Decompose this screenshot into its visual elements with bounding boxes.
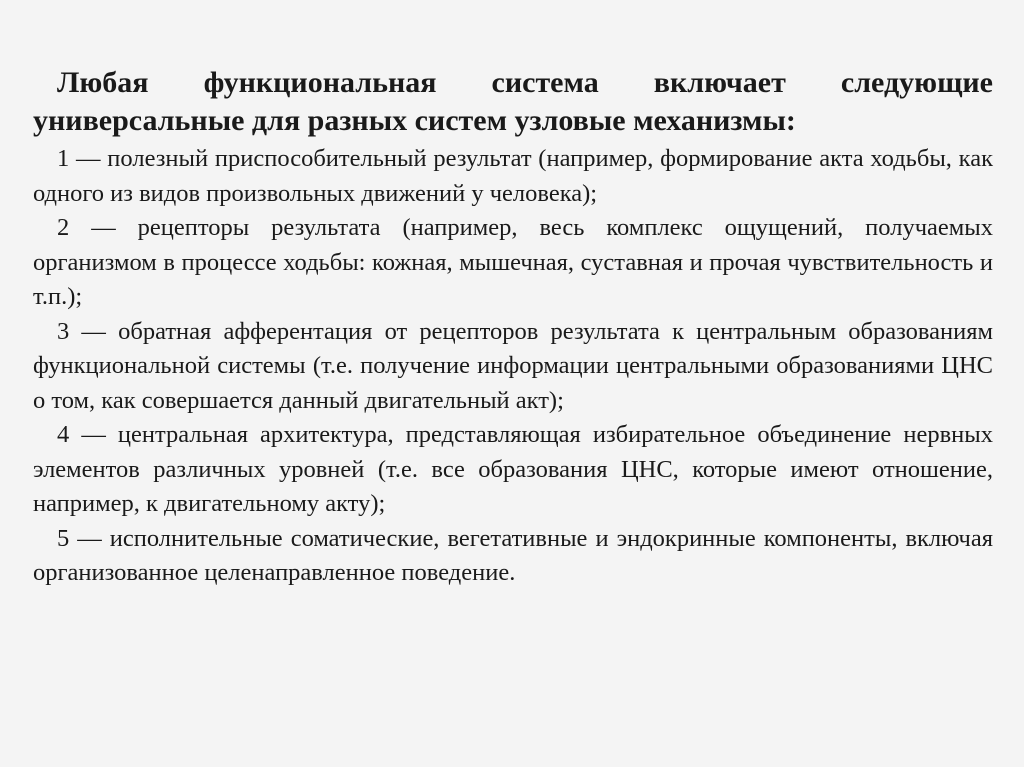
list-item-3: 3 — обратная афферентация от рецепторов результата к центральным образованиям функциональной системы (т.е. получение информации центральными образованиями ЦНС о том, как совершается данный двигательный акт);	[33, 317, 993, 414]
list-item-2: 2 — рецепторы результата (например, весь комплекс ощущений, получаемых организмом в процессе ходьбы: кожная, мышечная, суставная и прочая чувствительность и т.п.);	[33, 214, 993, 310]
list-item-4: 4 — центральная архитектура, представляющая избирательное объединение нервных элементов различных уровней (т.е. все образования ЦНС, которые имеют отношение, например, к двигательному акту);	[33, 421, 993, 517]
list-item-5: 5 — исполнительные соматические, вегетативные и эндокринные компоненты, включая организованное целенаправленное поведение.	[33, 524, 993, 586]
list-item-1: 1 — полезный приспособительный результат (например, формирование акта ходьбы, как одного из видов произвольных движений у человека);	[33, 145, 993, 207]
slide-heading: Любая функциональная система включает следующие универсальные для разных систем узловые механизмы:	[33, 66, 993, 137]
slide-content	[33, 64, 993, 591]
